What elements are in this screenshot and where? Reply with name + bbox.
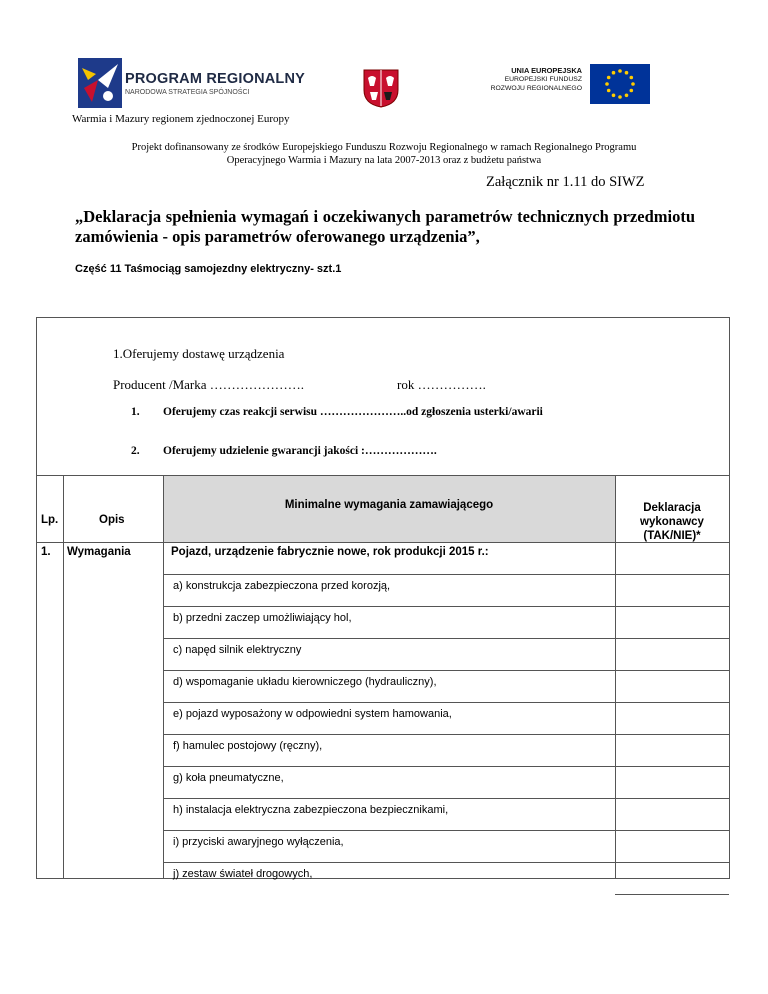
eu-star-icon bbox=[625, 94, 629, 98]
annex-label: Załącznik nr 1.11 do SIWZ bbox=[486, 174, 645, 190]
declaration-cell[interactable] bbox=[616, 639, 728, 670]
eu-star-icon bbox=[618, 69, 622, 73]
requirement-item: h) instalacja elektryczna zabezpieczona bezpiecznikami, bbox=[173, 804, 449, 816]
declaration-cell[interactable] bbox=[616, 575, 728, 606]
declaration-form bbox=[36, 317, 730, 879]
eu-star-icon bbox=[625, 71, 629, 75]
eagle-crest-icon bbox=[362, 68, 400, 108]
declaration-cell[interactable] bbox=[616, 703, 728, 734]
year-field[interactable]: rok ……………. bbox=[397, 377, 486, 392]
requirement-item: f) hamulec postojowy (ręczny), bbox=[173, 740, 323, 752]
header-min-requirements: Minimalne wymagania zamawiającego bbox=[284, 499, 494, 511]
service-response-field[interactable]: Oferujemy czas reakcji serwisu …………………..od zgłoszenia usterki/awarii bbox=[163, 406, 543, 418]
eu-star-icon bbox=[630, 76, 634, 80]
eu-star-icon bbox=[618, 95, 622, 99]
requirement-item: c) napęd silnik elektryczny bbox=[173, 644, 302, 656]
funding-note: Projekt dofinansowany ze środków Europejskiego Funduszu Rozwoju Regionalnego w ramach Regionalnego Programu Operacyjnego Warmia i Mazury na lata 2007-2013 oraz z budżetu państwa bbox=[131, 142, 637, 166]
eu-star-icon bbox=[605, 82, 609, 86]
eu-line-1: UNIA EUROPEJSKA bbox=[511, 66, 582, 75]
declaration-cell[interactable] bbox=[616, 735, 728, 766]
program-regionalny-logo bbox=[78, 58, 306, 108]
warranty-item-number: 2. bbox=[131, 445, 140, 457]
program-title: PROGRAM REGIONALNY bbox=[125, 71, 306, 87]
program-regionalny-emblem-icon bbox=[78, 58, 122, 108]
declaration-title: „Deklaracja spełnienia wymagań i oczekiwanych parametrów technicznych przedmiotu zamówienia - opis parametrów oferowanego urządzenia”, bbox=[75, 207, 695, 246]
requirement-item: a) konstrukcja zabezpieczona przed korozją, bbox=[173, 580, 391, 592]
warranty-field[interactable]: Oferujemy udzielenie gwarancji jakości :………………. bbox=[163, 445, 437, 457]
eu-line-3: ROZWOJU REGIONALNEGO bbox=[490, 85, 582, 92]
declaration-cell[interactable] bbox=[616, 799, 728, 830]
eu-star-icon bbox=[631, 82, 635, 86]
eu-flag-icon bbox=[590, 64, 650, 104]
row-opis: Wymagania bbox=[67, 546, 131, 558]
row-lp: 1. bbox=[41, 546, 51, 558]
declaration-cell[interactable] bbox=[616, 831, 728, 862]
requirement-item: i) przyciski awaryjnego wyłączenia, bbox=[173, 836, 344, 848]
header-caption: Warmia i Mazury regionem zjednoczonej Europy bbox=[72, 113, 290, 125]
header-declaration: Deklaracja wykonawcy (TAK/NIE)* bbox=[640, 502, 704, 542]
requirement-item: d) wspomaganie układu kierowniczego (hydrauliczny), bbox=[173, 676, 437, 688]
requirement-item: j) zestaw świateł drogowych, bbox=[173, 868, 313, 880]
eu-line-2: EUROPEJSKI FUNDUSZ bbox=[504, 76, 582, 83]
producer-field[interactable]: Producent /Marka …………………. bbox=[113, 377, 305, 392]
eu-star-icon bbox=[612, 94, 616, 98]
requirement-item: g) koła pneumatyczne, bbox=[173, 772, 284, 784]
eu-logo bbox=[474, 58, 664, 110]
declaration-cell[interactable] bbox=[616, 671, 728, 702]
header-opis: Opis bbox=[99, 514, 125, 526]
declaration-cell[interactable] bbox=[616, 863, 728, 894]
eu-star-icon bbox=[607, 89, 611, 93]
declaration-cell[interactable] bbox=[616, 607, 728, 638]
offer-intro: 1.Oferujemy dostawę urządzenia bbox=[113, 346, 285, 361]
voivodeship-crest bbox=[362, 68, 400, 108]
eu-star-icon bbox=[630, 89, 634, 93]
row-intro: Pojazd, urządzenie fabrycznie nowe, rok produkcji 2015 r.: bbox=[171, 546, 489, 558]
part-title: Część 11 Taśmociąg samojezdny elektryczny- szt.1 bbox=[75, 263, 342, 275]
service-item-number: 1. bbox=[131, 406, 140, 418]
declaration-cell[interactable] bbox=[616, 767, 728, 798]
program-subtitle: NARODOWA STRATEGIA SPÓJNOŚCI bbox=[125, 89, 250, 96]
header-lp: Lp. bbox=[41, 514, 59, 526]
requirement-item: b) przedni zaczep umożliwiający hol, bbox=[173, 612, 352, 624]
eu-star-icon bbox=[607, 76, 611, 80]
eu-star-icon bbox=[612, 71, 616, 75]
requirement-item: e) pojazd wyposażony w odpowiedni system hamowania, bbox=[173, 708, 452, 720]
